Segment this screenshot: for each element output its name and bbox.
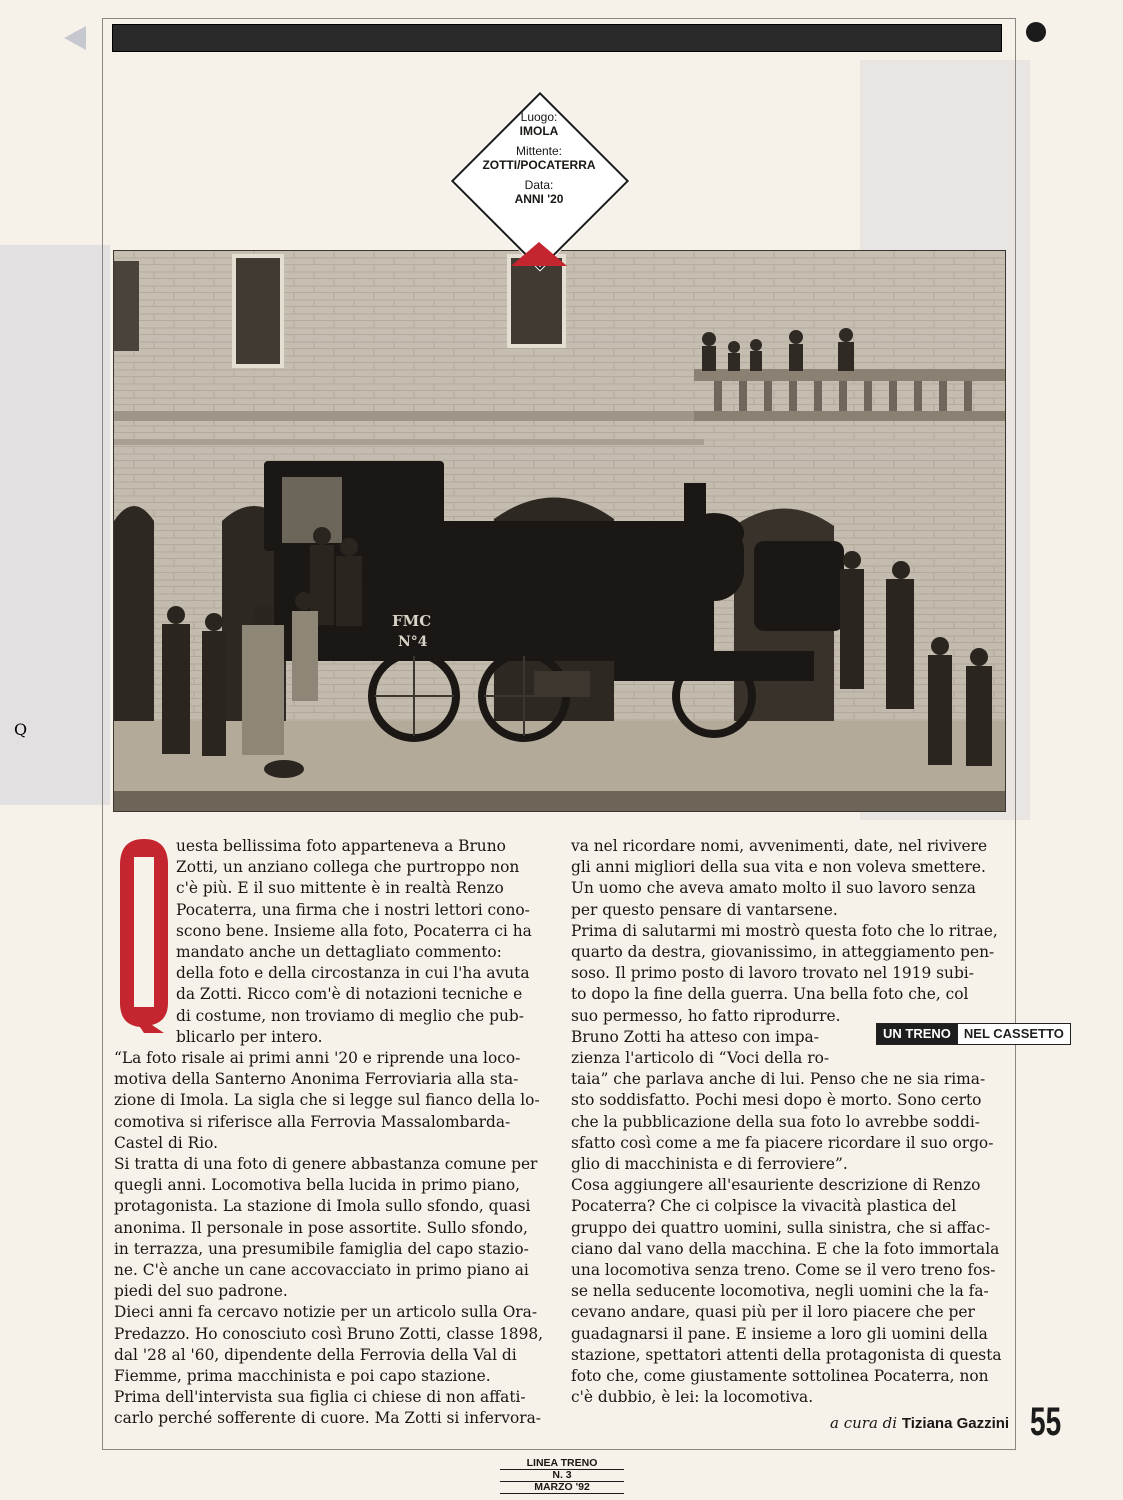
text-line: da Zotti. Ricco com'è di notazioni tecniche e (176, 985, 523, 1004)
drop-cap-letter: Q (14, 720, 28, 739)
text-line: Cosa aggiungere all'esauriente descrizione di Renzo (571, 1176, 981, 1195)
text-line: cevano andare, quasi più per il loro piacere che per (571, 1303, 975, 1322)
text-line: glio di macchinista e di ferroviere”. (571, 1155, 848, 1174)
text-line: “La foto risale ai primi anni '20 e riprende una loco- (114, 1049, 521, 1068)
text-line: Bruno Zotti ha atteso con impa- (571, 1027, 819, 1046)
text-line: suo permesso, ho fatto riprodurre. (571, 1006, 841, 1025)
text-line: scono bene. Insieme alla foto, Pocaterra ci ha (176, 921, 532, 940)
data-value: ANNI '20 (514, 192, 564, 206)
dot-icon (1026, 22, 1046, 42)
locomotive-photo (113, 250, 1006, 812)
text-line: quarto da destra, giovanissimo, in atteggiamento pen- (571, 943, 995, 962)
section-tag (876, 1023, 1071, 1045)
text-line: c'è più. E il suo mittente è in realtà Renzo (176, 879, 504, 898)
text-line: una locomotiva senza treno. Come se il vero treno fos- (571, 1261, 996, 1280)
text-line: zienza l'articolo di “Voci della ro- (571, 1049, 830, 1068)
left-arrow-icon (64, 26, 86, 50)
byline-name: Tiziana Gazzini (901, 1415, 1010, 1432)
page-number: 55 (1030, 1400, 1062, 1444)
text-line: taia” che parlava anche di lui. Penso che ne sia rima- (571, 1070, 986, 1089)
text-line: che la pubblicazione della sua foto lo avrebbe soddi- (571, 1112, 981, 1131)
text-line: blicarlo per intero. (176, 1027, 323, 1046)
engine-lettering-2: N°4 (398, 634, 428, 650)
data-label: Data: (524, 178, 554, 192)
text-line: soso. Il primo posto di lavoro trovato nel 1919 subi- (571, 964, 974, 983)
text-line: motiva della Santerno Anonima Ferroviaria alla sta- (114, 1070, 519, 1089)
text-line: Predazzo. Ho conosciuto così Bruno Zotti, classe 1898, (114, 1324, 544, 1343)
text-line: Dieci anni fa cercavo notizie per un articolo sulla Ora- (114, 1303, 538, 1322)
text-line: gruppo dei quattro uomini, sulla sinistra, che si affac- (571, 1218, 991, 1237)
text-line: anonima. Il personale in pose assortite. Sullo sfondo, (114, 1218, 528, 1237)
text-line: comotiva si riferisce alla Ferrovia Massalombarda- (114, 1112, 511, 1131)
text-line: zione di Imola. La sigla che si legge sul fianco della lo- (114, 1091, 540, 1110)
footer-line-3: MARZO '92 (500, 1482, 624, 1494)
text-line: protagonista. La stazione di Imola sullo sfondo, quasi (114, 1197, 531, 1216)
text-line: sfatto così come a me fa piacere ricordare il suo orgo- (571, 1133, 994, 1152)
section-tag-part2: NEL CASSETTO (957, 1024, 1070, 1044)
article-column-1 (114, 836, 552, 1430)
mittente-label: Mittente: (515, 144, 563, 158)
info-card-text (451, 110, 627, 212)
luogo-value: IMOLA (519, 124, 559, 138)
text-line: Si tratta di una foto di genere abbastanza comune per (114, 1155, 538, 1174)
byline (830, 1414, 1009, 1432)
text-line: in terrazza, una presumibile famiglia del capo stazio- (114, 1239, 529, 1258)
text-line: Zotti, un anziano collega che purtroppo non (176, 858, 520, 877)
text-line: ne. C'è anche un cane accovacciato in primo piano ai (114, 1261, 529, 1280)
byline-prefix: a cura di (830, 1414, 898, 1432)
footer (500, 1458, 624, 1494)
mittente-value: ZOTTI/POCATERRA (482, 158, 596, 172)
text-line: foto che, come giustamente sottolinea Pocaterra, non (571, 1367, 989, 1386)
footer-line-1: LINEA TRENO (500, 1458, 624, 1470)
luogo-label: Luogo: (520, 110, 558, 124)
text-line: dal '28 al '60, dipendente della Ferrovia della Val di (114, 1345, 517, 1364)
text-line: Prima dell'intervista sua figlia ci chiese di non affati- (114, 1388, 526, 1407)
text-line: piedi del suo padrone. (114, 1282, 288, 1301)
info-card (451, 92, 627, 268)
text-line: quegli anni. Locomotiva bella lucida in primo piano, (114, 1176, 521, 1195)
footer-line-2: N. 3 (500, 1470, 624, 1482)
text-line: gli anni migliori della sua vita e non voleva smettere. (571, 858, 986, 877)
red-triangle-icon (511, 242, 567, 266)
text-line: Pocaterra, una firma che i nostri lettori cono- (176, 900, 530, 919)
text-line: Fiemme, prima macchinista e poi capo stazione. (114, 1367, 491, 1386)
text-line: Castel di Rio. (114, 1133, 219, 1152)
section-tag-part1: UN TRENO (877, 1024, 957, 1044)
text-line: mandato anche un dettagliato commento: (176, 943, 502, 962)
text-line: uesta bellissima foto apparteneva a Bruno (176, 837, 506, 855)
text-line: di costume, non troviamo di meglio che pub- (176, 1006, 524, 1025)
text-line: sto soddisfatto. Pochi mesi dopo è morto. Sono certo (571, 1091, 982, 1110)
text-line: Prima di salutarmi mi mostrò questa foto che lo ritrae, (571, 921, 998, 940)
engine-lettering-1: FMC (392, 612, 432, 630)
text-line: se nella seducente locomotiva, negli uomini che la fa- (571, 1282, 989, 1301)
article-column-2 (571, 836, 1007, 1408)
text-line: Un uomo che aveva amato molto il suo lavoro senza (571, 879, 976, 898)
text-line: Pocaterra? Che ci colpisce la vivacità plastica del (571, 1197, 957, 1216)
text-line: guadagnarsi il pane. E insieme a loro gli uomini della (571, 1324, 988, 1343)
header-bar (112, 24, 1002, 52)
text-line: per questo pensare di vantarsene. (571, 900, 838, 919)
text-line: stazione, spettatori attenti della protagonista di questa (571, 1345, 1002, 1364)
text-line: c'è dubbio, è lei: la locomotiva. (571, 1388, 814, 1407)
text-line: va nel ricordare nomi, avvenimenti, date, nel rivivere (571, 837, 988, 855)
text-line: carlo perché sofferente di cuore. Ma Zotti si infervora- (114, 1409, 541, 1428)
text-line: to dopo la fine della guerra. Una bella foto che, col (571, 985, 969, 1004)
text-line: ciano dal vano della macchina. E che la foto immortala (571, 1239, 1000, 1258)
text-line: della foto e della circostanza in cui l'ha avuta (176, 964, 530, 983)
